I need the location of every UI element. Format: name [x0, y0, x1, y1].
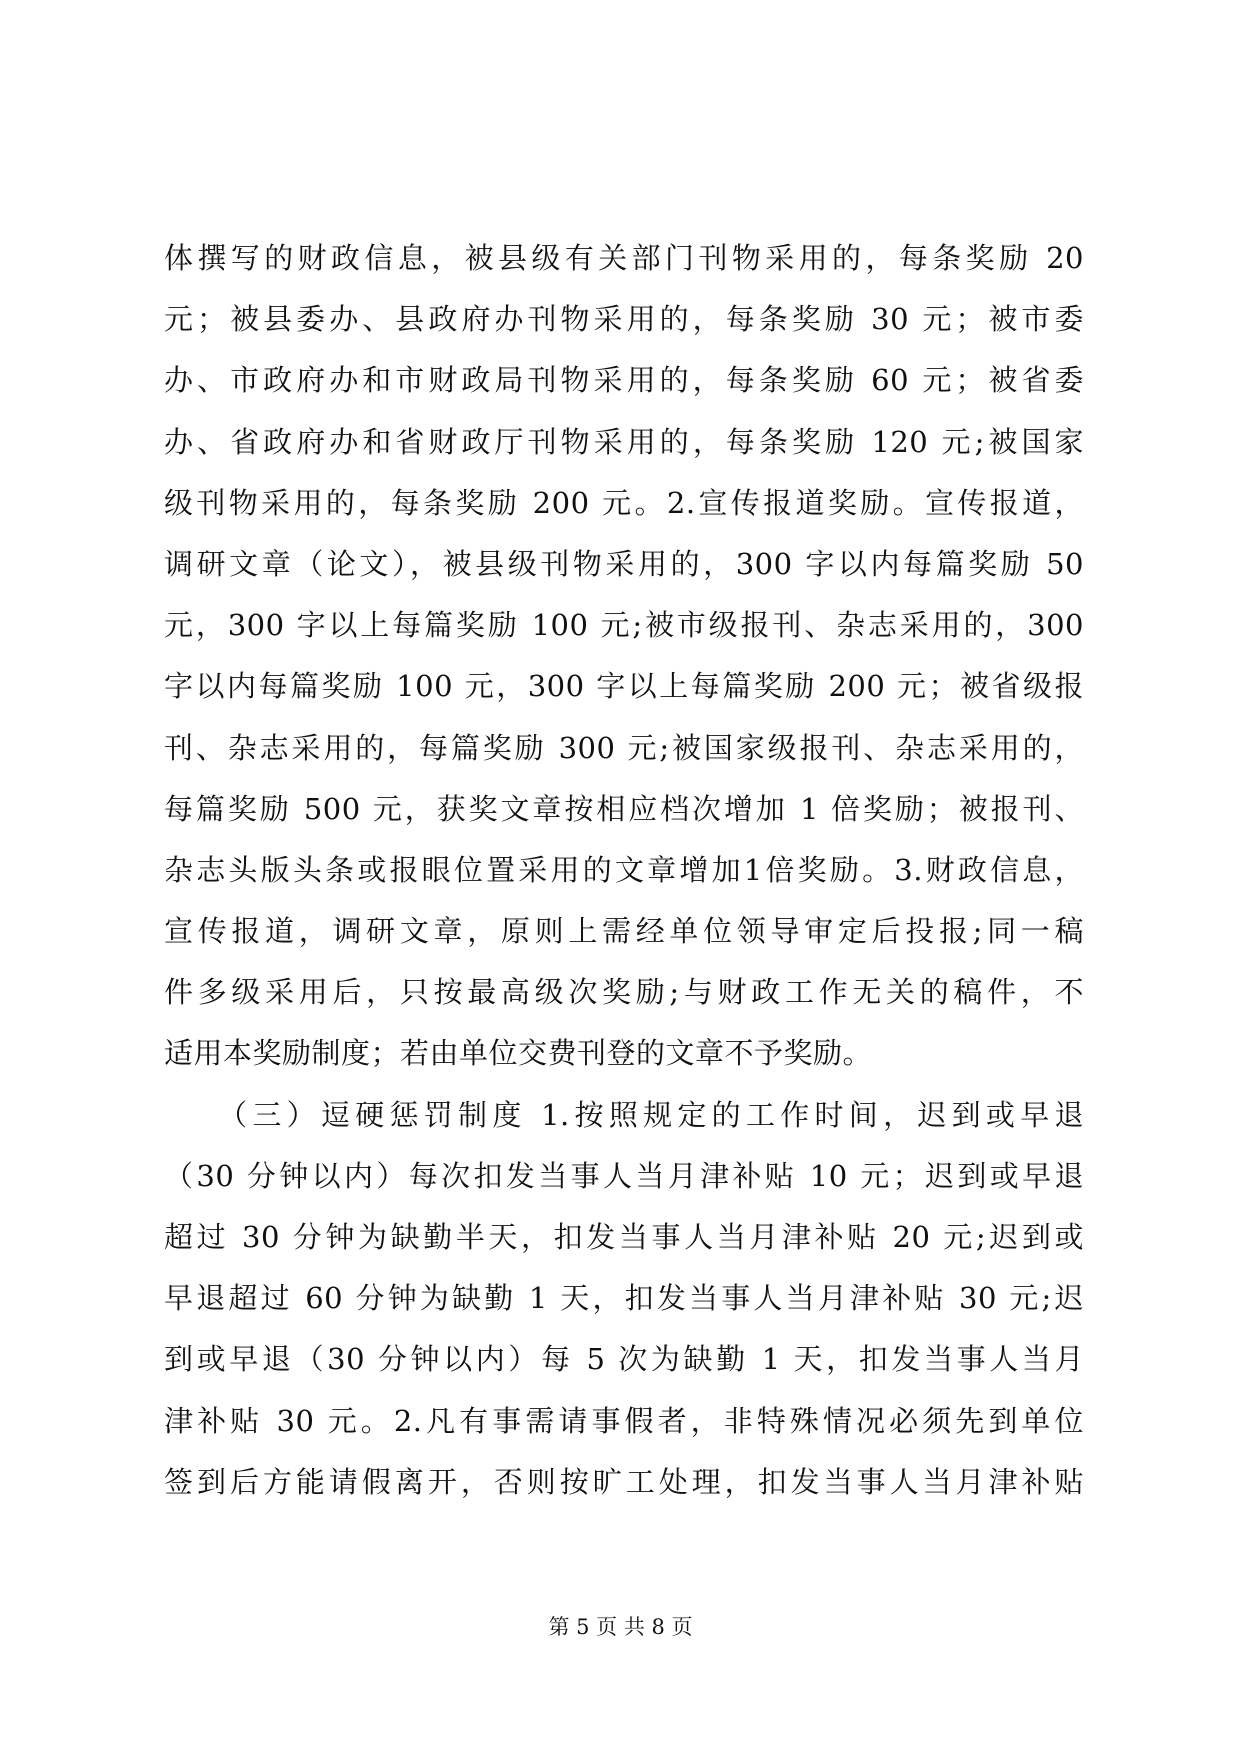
text-line: 调研文章（论文），被县级刊物采用的，300 字以内每篇奖励 50 [164, 546, 1084, 581]
text-line: （三）逗硬惩罚制度 1.按照规定的工作时间，迟到或早退 [164, 1097, 1084, 1132]
text-line: 件多级采用后，只按最高级次奖励;与财政工作无关的稿件，不 [164, 975, 1084, 1010]
text-line: 签到后方能请假离开，否则按旷工处理，扣发当事人当月津补贴 [164, 1464, 1084, 1499]
text-line: 元；被县委办、县政府办刊物采用的，每条奖励 30 元；被市委 [164, 302, 1084, 337]
body-text [164, 228, 1084, 1513]
text-line: 每篇奖励 500 元，获奖文章按相应档次增加 1 倍奖励；被报刊、 [164, 791, 1084, 826]
text-line: 到或早退（30 分钟以内）每 5 次为缺勤 1 天，扣发当事人当月 [164, 1342, 1084, 1377]
text-line: 宣传报道，调研文章，原则上需经单位领导审定后投报;同一稿 [164, 914, 1084, 949]
text-line: 刊、杂志采用的，每篇奖励 300 元;被国家级报刊、杂志采用的， [164, 730, 1084, 765]
text-line: 杂志头版头条或报眼位置采用的文章增加1倍奖励。3.财政信息， [164, 852, 1084, 887]
text-line: 字以内每篇奖励 100 元，300 字以上每篇奖励 200 元；被省级报 [164, 669, 1084, 704]
text-line: 超过 30 分钟为缺勤半天，扣发当事人当月津补贴 20 元;迟到或 [164, 1220, 1084, 1254]
text-line: （30 分钟以内）每次扣发当事人当月津补贴 10 元；迟到或早退 [164, 1158, 1084, 1193]
text-line: 办、市政府办和市财政局刊物采用的，每条奖励 60 元；被省委 [164, 363, 1084, 398]
text-line: 适用本奖励制度；若由单位交费刊登的文章不予奖励。 [164, 1036, 873, 1071]
text-line: 级刊物采用的，每条奖励 200 元。2.宣传报道奖励。宣传报道， [164, 485, 1084, 520]
text-line: 办、省政府办和省财政厅刊物采用的，每条奖励 120 元;被国家 [164, 424, 1084, 459]
text-line: 体撰写的财政信息，被县级有关部门刊物采用的，每条奖励 20 [164, 241, 1084, 275]
text-line: 早退超过 60 分钟为缺勤 1 天，扣发当事人当月津补贴 30 元;迟 [164, 1281, 1084, 1316]
page-number-footer: 第 5 页 共 8 页 [548, 1615, 693, 1639]
text-line: 元，300 字以上每篇奖励 100 元;被市级报刊、杂志采用的，300 [164, 608, 1084, 643]
text-line: 津补贴 30 元。2.凡有事需请事假者，非特殊情况必须先到单位 [164, 1403, 1084, 1438]
